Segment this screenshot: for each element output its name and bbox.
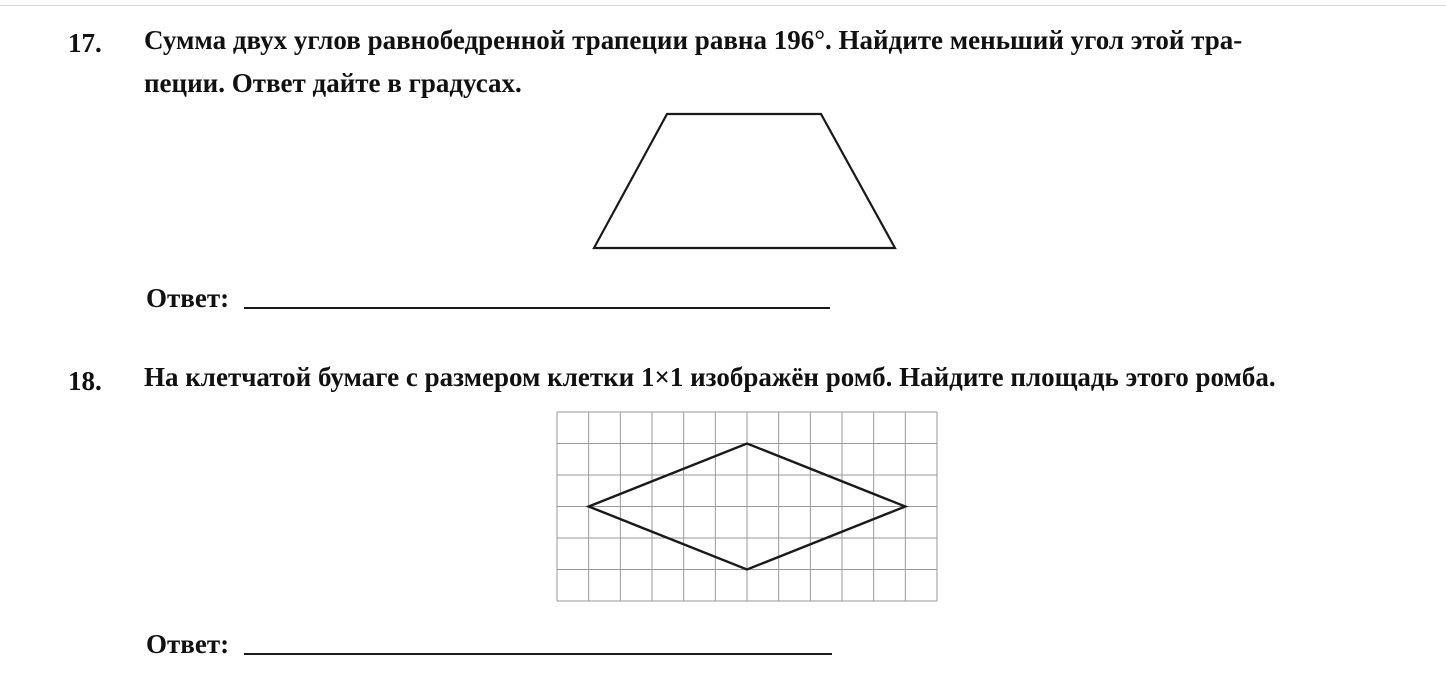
answer-line[interactable]	[244, 307, 830, 309]
problem-text-line-1: Сумма двух углов равнобедренной трапеции равна 196°. Найдите меньший угол этой тра-	[144, 25, 1243, 55]
answer-row-18	[146, 628, 836, 662]
page-top-rule	[0, 5, 1446, 6]
trapezoid-figure	[590, 108, 902, 254]
answer-line[interactable]	[244, 653, 832, 655]
problem-text-line-1: На клетчатой бумаге с размером клетки 1×1 изображён ромб. Найдите площадь этого ромба.	[144, 362, 1276, 392]
problem-number: 18.	[68, 366, 102, 396]
rhombus-grid-figure	[556, 411, 938, 602]
answer-label: Ответ:	[146, 283, 230, 313]
problem-number: 17.	[68, 28, 102, 58]
answer-row-17	[146, 282, 836, 316]
grid-lines	[557, 412, 937, 601]
problem-text-line-2: пеции. Ответ дайте в градусах.	[144, 68, 522, 98]
trapezoid-shape	[594, 114, 895, 248]
answer-label: Ответ:	[146, 629, 230, 659]
